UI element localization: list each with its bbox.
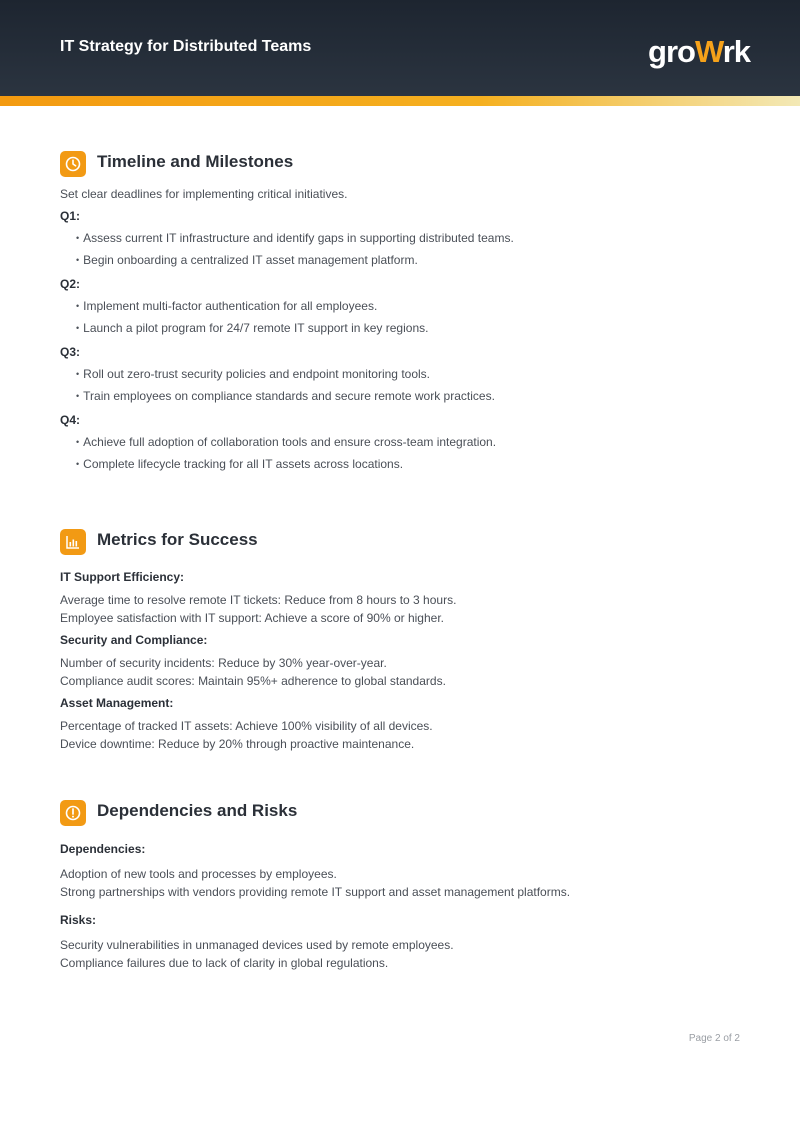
- timeline-section: [60, 151, 750, 475]
- alert-icon: [60, 800, 86, 826]
- growrk-logo: groWrk: [648, 34, 750, 69]
- metric-line: Device downtime: Reduce by 20% through proactive maintenance.: [60, 737, 415, 751]
- metric-line: Percentage of tracked IT assets: Achieve 100% visibility of all devices.: [60, 719, 433, 733]
- header-accent-stripe: [0, 96, 800, 106]
- section-title: Metrics for Success: [97, 530, 258, 549]
- list-item: • Achieve full adoption of collaboration tools and ensure cross-team integration.: [60, 431, 750, 453]
- quarter-label: Q1:: [60, 209, 81, 223]
- section-title: Dependencies and Risks: [97, 801, 298, 820]
- list-item: • Begin onboarding a centralized IT asset management platform.: [60, 249, 750, 271]
- page-number: Page 2 of 2: [688, 1033, 740, 1044]
- quarter-label: Q2:: [60, 277, 81, 291]
- dependency-line: Strong partnerships with vendors providing remote IT support and asset management platforms.: [60, 885, 571, 899]
- section-title: Timeline and Milestones: [97, 152, 294, 171]
- quarter-label: Q3:: [60, 345, 81, 359]
- page-header: [0, 0, 800, 96]
- list-item: • Implement multi-factor authentication for all employees.: [60, 295, 750, 317]
- section-intro: Set clear deadlines for implementing critical initiatives.: [60, 187, 348, 201]
- dependency-group-label: Dependencies:: [60, 842, 146, 856]
- metric-line: Employee satisfaction with IT support: Achieve a score of 90% or higher.: [60, 611, 444, 625]
- metrics-section: [60, 529, 750, 753]
- dependency-line: Compliance failures due to lack of clarity in global regulations.: [60, 956, 389, 970]
- clock-icon: [60, 151, 86, 177]
- list-item: • Assess current IT infrastructure and identify gaps in supporting distributed teams.: [60, 227, 750, 249]
- document-title: IT Strategy for Distributed Teams: [60, 38, 312, 55]
- list-item: • Launch a pilot program for 24/7 remote IT support in key regions.: [60, 317, 750, 339]
- metric-group-label: Security and Compliance:: [60, 633, 208, 647]
- metric-group-label: IT Support Efficiency:: [60, 570, 185, 584]
- metric-line: Number of security incidents: Reduce by 30% year-over-year.: [60, 656, 387, 670]
- list-item: • Roll out zero-trust security policies and endpoint monitoring tools.: [60, 363, 750, 385]
- metric-line: Average time to resolve remote IT tickets: Reduce from 8 hours to 3 hours.: [60, 593, 457, 607]
- dependency-line: Adoption of new tools and processes by employees.: [60, 867, 337, 881]
- metric-group-label: Asset Management:: [60, 696, 174, 710]
- dependencies-section: [60, 800, 750, 972]
- list-item: • Train employees on compliance standards and secure remote work practices.: [60, 385, 750, 407]
- quarter-label: Q4:: [60, 413, 81, 427]
- metric-line: Compliance audit scores: Maintain 95%+ adherence to global standards.: [60, 674, 446, 688]
- list-item: • Complete lifecycle tracking for all IT assets across locations.: [60, 453, 750, 475]
- dependency-group-label: Risks:: [60, 913, 97, 927]
- dependency-line: Security vulnerabilities in unmanaged devices used by remote employees.: [60, 938, 454, 952]
- bar-chart-icon: [60, 529, 86, 555]
